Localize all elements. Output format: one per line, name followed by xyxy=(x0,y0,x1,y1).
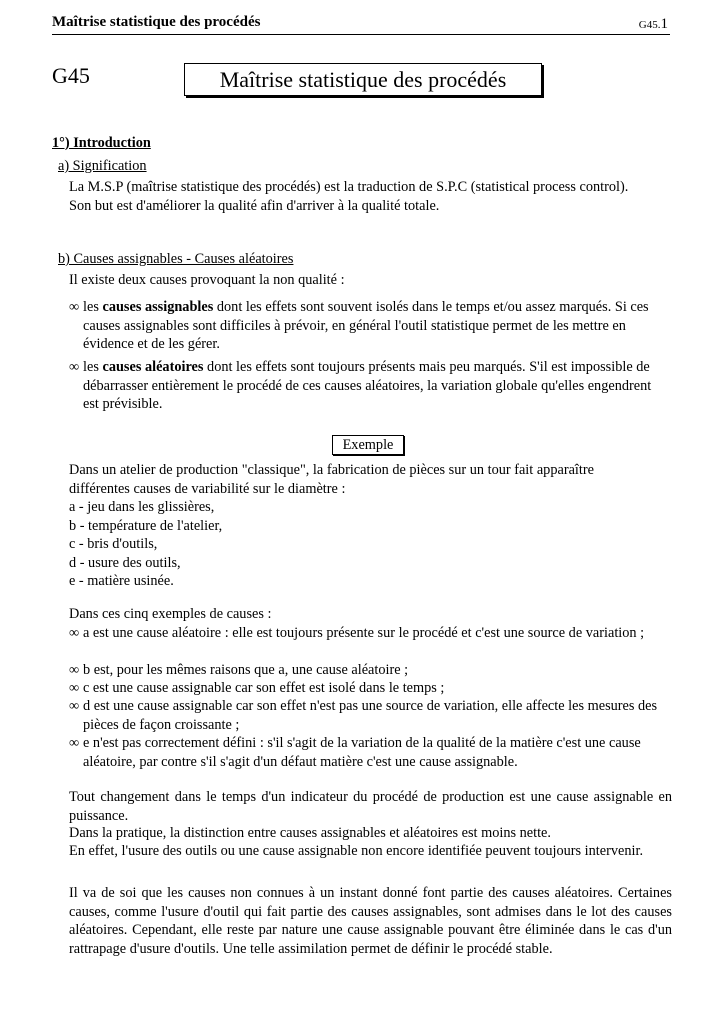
infinity-bullet-icon: ∞ xyxy=(69,359,80,375)
subheading-signification: a) Signification xyxy=(58,158,147,174)
infinity-bullet-icon: ∞ xyxy=(69,735,80,751)
item-prefix: les xyxy=(83,299,99,315)
analysis-item-d xyxy=(69,697,666,734)
infinity-bullet-icon: ∞ xyxy=(69,299,80,315)
list-item: c - bris d'outils, xyxy=(69,536,158,553)
conclusion-paragraph-2: Dans la pratique, la distinction entre causes assignables et aléatoires est moins nette. xyxy=(69,825,551,841)
list-item: a - jeu dans les glissières, xyxy=(69,499,215,515)
signification-paragraph: La M.S.P (maîtrise statistique des procédés) est la traduction de S.P.C (statistical process control). Son but est d'améliorer la qualité afin d'arriver à la qualité totale. xyxy=(69,179,629,214)
item-text: dont les effets sont souvent isolés dans le temps et/ou assez marqués. Si ces causes assignables sont difficiles à prévoir, en général l'outil statistique permet de les mettre en évidence et de les gérer. xyxy=(83,299,649,353)
page-code: G45. xyxy=(638,19,661,31)
example-intro: Dans un atelier de production "classique", la fabrication de pièces sur un tour fait apparaître différentes causes de variabilité sur le diamètre : xyxy=(69,462,594,497)
analysis-item-b xyxy=(69,661,666,680)
list-item-causes-aleatoires xyxy=(69,358,666,414)
analysis-text: c est une cause assignable car son effet est isolé dans le temps ; xyxy=(83,680,445,696)
list-item-causes-assignables xyxy=(69,298,666,354)
analysis-intro: Dans ces cinq exemples de causes : xyxy=(69,606,272,622)
analysis-item-a xyxy=(69,624,666,643)
running-header xyxy=(52,12,670,35)
item-prefix: les xyxy=(83,359,99,375)
causes-intro: Il existe deux causes provoquant la non qualité : xyxy=(69,272,345,288)
section-heading-introduction: 1°) Introduction xyxy=(52,135,151,151)
list-item: b - température de l'atelier, xyxy=(69,517,223,534)
term-causes-assignables: causes assignables xyxy=(102,299,214,315)
page-number-value: 1 xyxy=(660,16,668,32)
causes-list xyxy=(69,498,222,591)
running-header-title: Maîtrise statistique des procédés xyxy=(52,14,261,30)
infinity-bullet-icon: ∞ xyxy=(69,625,80,641)
document-code: G45 xyxy=(52,63,90,88)
analysis-text: e n'est pas correctement défini : s'il s'agit de la variation de la qualité de la matière c'est une cause aléatoire, par contre s'il s'agit d'un défaut matière c'est une cause assignable. xyxy=(83,735,641,770)
analysis-text: b est, pour les mêmes raisons que a, une cause aléatoire ; xyxy=(83,662,409,678)
infinity-bullet-icon: ∞ xyxy=(69,662,80,678)
analysis-item-c xyxy=(69,679,666,698)
list-item: d - usure des outils, xyxy=(69,554,181,571)
example-label: Exemple xyxy=(332,435,404,455)
infinity-bullet-icon: ∞ xyxy=(69,680,80,696)
analysis-item-e xyxy=(69,734,666,771)
page-number xyxy=(639,15,668,33)
list-item: e - matière usinée. xyxy=(69,573,174,590)
infinity-bullet-icon: ∞ xyxy=(69,698,80,714)
conclusion-paragraph-1: Tout changement dans le temps d'un indicateur du procédé de production est une cause assignable en puissance. xyxy=(69,789,672,824)
analysis-text: a est une cause aléatoire : elle est toujours présente sur le procédé et c'est une source de variation ; xyxy=(83,625,645,641)
document-title: Maîtrise statistique des procédés xyxy=(184,63,542,96)
item-text: dont les effets sont toujours présents mais peu marqués. S'il est impossible de débarrasser entièrement le procédé de ces causes aléatoires, la variation globale qu'elles engendrent est prévisible. xyxy=(83,359,652,413)
subheading-causes: b) Causes assignables - Causes aléatoires xyxy=(58,251,294,267)
analysis-text: d est une cause assignable car son effet n'est pas une source de variation, elle affecte les mesures des pièces de façon croissante ; xyxy=(83,698,658,733)
conclusion-paragraph-3: En effet, l'usure des outils ou une cause assignable non encore identifiée peuvent toujours intervenir. xyxy=(69,843,644,859)
term-causes-aleatoires: causes aléatoires xyxy=(102,359,204,375)
conclusion-paragraph-4: Il va de soi que les causes non connues à un instant donné font partie des causes aléatoires. Certaines causes, comme l'usure d'outil qui fait partie des causes assignables, sont admises dans le lot des causes aléatoires. Cependant, elle reste par nature une cause assignable pouvant être éliminée dans le cas d'un rattrapage d'usure d'outils. Une telle assimilation permet de définir le procédé stable. xyxy=(69,885,672,957)
